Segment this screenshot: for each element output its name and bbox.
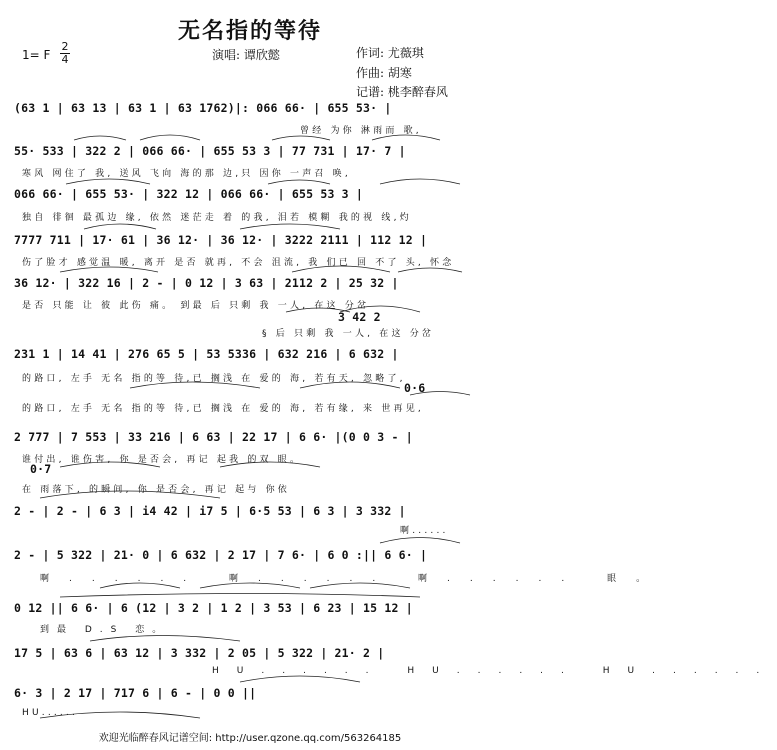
lyric-line: 寒风 网住了 我, 送风 飞向 海的那 边,只 因你 一声召 唤,	[22, 169, 351, 179]
notation-row: (63 1 | 63 13 | 63 1 | 63 1762)|: 066 66· | 655 53· |	[14, 101, 392, 115]
notation-row: 0 12 || 6 6· | 6 (12 | 3 2 | 1 2 | 3 53 | 6 23 | 15 12 |	[14, 601, 413, 615]
notation-row: 6· 3 | 2 17 | 717 6 | 6 - | 0 0 ||	[14, 686, 257, 700]
lyric-line: 独自 徘徊 最孤边 缘, 依然 迷茫走 着 的我, 泪若 模糊 我的视 线,灼	[22, 213, 412, 223]
lyric-line: 的路口, 左手 无名 指的等 待,已 搁浅 在 爱的 海, 若有缘, 来 世再见,	[22, 404, 424, 414]
lyric-line: 啊...... 啊...... 啊...... 眼。	[40, 574, 666, 584]
notation-row-alt: 3 42 2	[338, 310, 381, 324]
lyric-line: 是否 只能 让 彼 此伤 痛。 到最 后 只剩 我 一人, 在这 分岔	[22, 301, 370, 311]
notation-row: 7777 711 | 17· 61 | 36 12· | 36 12· | 3222 2111 | 112 12 |	[14, 233, 428, 247]
lyric-line: 伤了脸才 感觉温 暖, 离开 是否 就再, 不会 沮流, 我 们已 回 不了 头, 怀念	[22, 258, 455, 268]
notation-row: 231 1 | 14 41 | 276 65 5 | 53 5336 | 632 216 | 6 632 |	[14, 347, 399, 361]
notation-row: 066 66· | 655 53· | 322 12 | 066 66· | 655 53 3 |	[14, 187, 364, 201]
notation-row: 55· 533 | 322 2 | 066 66· | 655 53 3 | 77 731 | 17· 7 |	[14, 144, 406, 158]
lyric-line: 啊......	[400, 526, 449, 536]
lyric-line: 到最 D.S 恋。	[40, 625, 170, 635]
lyric-line: 的路口, 左手 无名 指的等 待,已 搁浅 在 爱的 海, 若有天, 忽略了,	[22, 374, 406, 384]
notation-row: 2 - | 2 - | 6 3 | i4 42 | i7 5 | 6·5 53 | 6 3 | 3 332 |	[14, 504, 406, 518]
lyric-line: HU...... HU...... HU......	[212, 666, 777, 676]
meter-top: 2	[61, 40, 69, 53]
notation-row: 2 777 | 7 553 | 33 216 | 6 63 | 22 17 | 6 6· |(0 0 3 - |	[14, 430, 413, 444]
notation-row: 36 12· | 322 16 | 2 - | 0 12 | 3 63 | 2112 2 | 25 32 |	[14, 276, 399, 290]
meter-bottom: 4	[61, 53, 69, 66]
notation-row: 2 - | 5 322 | 21· 0 | 6 632 | 2 17 | 7 6· | 6 0 :|| 6 6· |	[14, 548, 428, 562]
lyric-line: 在 雨落下, 的瞬间, 你 是否会, 再记 起与 你依	[22, 485, 291, 495]
composer-credit: 作曲: 胡寒	[356, 66, 412, 80]
transcriber-credit: 记谱: 桃李醉春风	[356, 85, 448, 99]
notation-row-alt: 0·6	[404, 381, 426, 395]
lyric-line-alt: § 后 只剩 我 一人, 在这 分岔	[262, 329, 435, 339]
lyric-line: HU......	[22, 708, 79, 718]
notation-row-alt: 0·7	[30, 462, 52, 476]
notation-row: 17 5 | 63 6 | 63 12 | 3 332 | 2 05 | 5 322 | 21· 2 |	[14, 646, 385, 660]
key-signature: 1= F	[22, 48, 51, 62]
lyricist-credit: 作词: 尤薇琪	[356, 46, 424, 60]
song-title: 无名指的等待	[177, 18, 322, 44]
singer-credit: 演唱: 谭欣懿	[212, 48, 280, 62]
lyric-line: 曾经 为你 淋雨而 歌,	[300, 126, 422, 136]
footer-credit: 欢迎光临醉春风记谱空间: http://user.qzone.qq.com/563264185	[98, 733, 402, 744]
lyric-line: 谁付出, 谁伤害, 你 是否会, 再记 起我 的双 眼。	[22, 455, 303, 465]
